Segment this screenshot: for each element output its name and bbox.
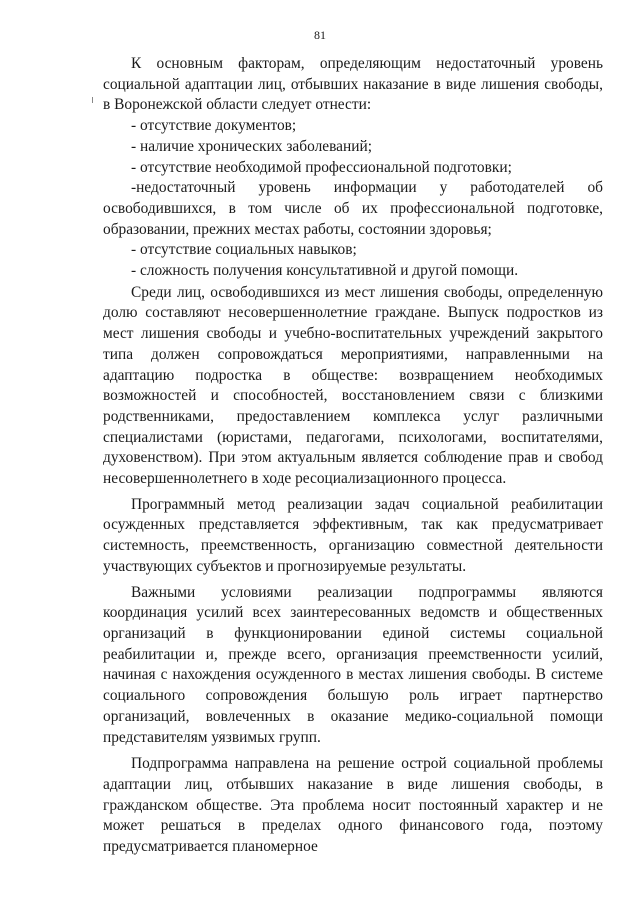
list-item: - отсутствие документов;	[131, 117, 297, 135]
list-item: - отсутствие необходимой профессиональной подготовки;	[131, 158, 512, 176]
intro-paragraph: К основным факторам, определяющим недостаточный уровень социальной адаптации лиц, отбывших наказание в виде лишения свободы, в Воронежской области следует отнести:	[103, 55, 603, 114]
paragraph-program-method: Программный метод реализации задач социальной реабилитации осужденных представляется эффективным, так как предусматривает системность, преемственность, организацию совместной деятельности участвующих субъектов и прогнозируемые результаты.	[103, 495, 603, 575]
factors-list	[103, 116, 603, 282]
page-number: 81	[314, 28, 326, 42]
paragraph-minors: Среди лиц, освободившихся из мест лишения свободы, определенную долю составляют несовершеннолетние граждане. Выпуск подростков из мест лишения свободы и учебно-воспитательных учреждений закрытого типа должен сопровождаться мероприятиями, направленными на адаптацию подростка в обществе: возвращением необходимых возможностей и способностей, восстановлением связи с близкими родственниками, предоставлением комплекса услуг различными специалистами (юристами, педагогами, психологами, воспитателями, духовенством). При этом актуальным является соблюдение прав и свобод несовершеннолетнего в ходе ресоциализационного процесса.	[103, 283, 603, 488]
document-body	[103, 54, 603, 858]
list-item: -недостаточный уровень информации у работодателей об освободившихся, в том числе об их профессиональной подготовке, образовании, прежних местах работы, состоянии здоровья;	[103, 179, 603, 238]
paragraph-subprogram: Подпрограмма направлена на решение острой социальной проблемы адаптации лиц, отбывших наказание в виде лишения свободы, в гражданском обществе. Эта проблема носит постоянный характер и не может решаться в пределах одного финансового года, поэтому предусматривается планомерное	[103, 755, 603, 856]
list-item: - отсутствие социальных навыков;	[131, 241, 357, 259]
scan-mark	[92, 97, 93, 103]
paragraph-conditions: Важными условиями реализации подпрограммы являются координация усилий всех заинтересованных ведомств и общественных организаций в функционировании единой системы социальной реабилитации и, прежде всего, организация преемственности усилий, начиная с нахождения осужденного в местах лишения свободы. В системе социального сопровождения большую роль играет партнерство организаций, вовлеченных в оказание медико-социальной помощи представителям уязвимых групп.	[103, 583, 603, 746]
list-item: - сложность получения консультативной и другой помощи.	[131, 262, 519, 280]
list-item: - наличие хронических заболеваний;	[131, 137, 372, 155]
